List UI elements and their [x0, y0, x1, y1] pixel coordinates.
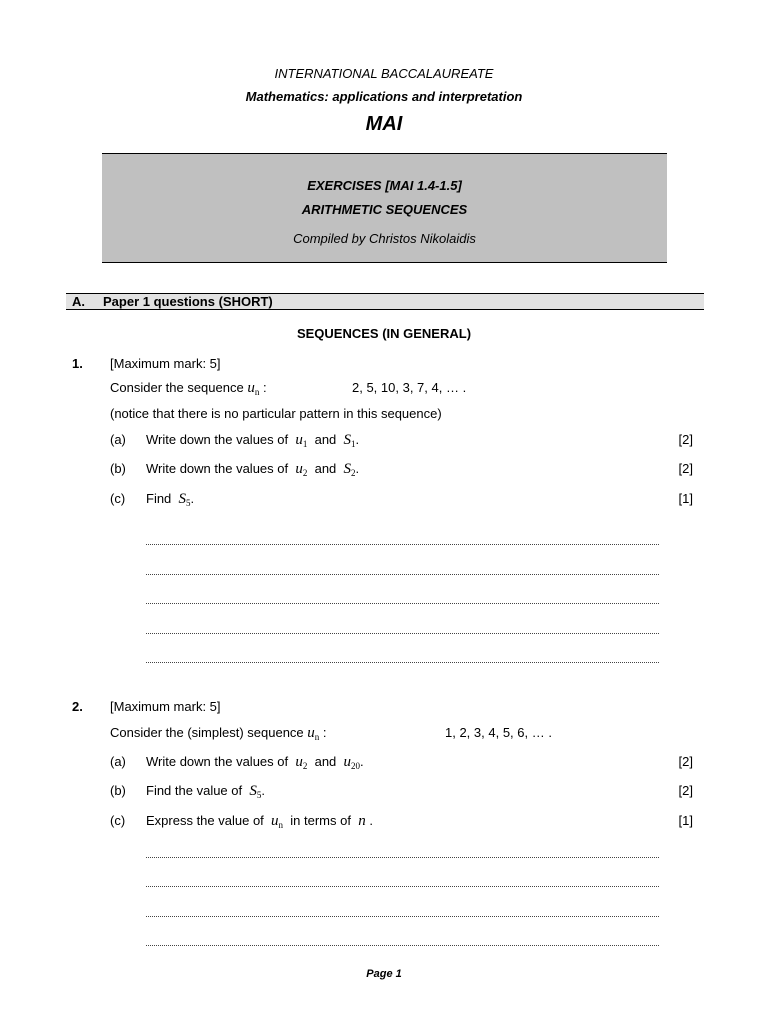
q2b-label: (b) — [110, 783, 126, 798]
q2a-label: (a) — [110, 754, 126, 769]
q1a-label: (a) — [110, 432, 126, 447]
q2c-label: (c) — [110, 813, 126, 828]
q1-note: (notice that there is no particular pattern in this sequence) — [110, 406, 442, 421]
q2b-mark: [2] — [678, 783, 693, 798]
q2c-mark: [1] — [678, 813, 693, 828]
q1a-mark: [2] — [678, 432, 693, 447]
q2a-mark: [2] — [678, 754, 693, 769]
compiler-credit: Compiled by Christos Nikolaidis — [293, 231, 476, 246]
answer-line[interactable] — [146, 662, 659, 663]
answer-line[interactable] — [146, 945, 659, 946]
answer-line[interactable] — [146, 886, 659, 887]
section-title: Paper 1 questions (SHORT) — [103, 294, 273, 309]
q1b-text: Write down the values of $u_2$ and $S_2$. — [146, 461, 360, 478]
section-bar — [66, 293, 704, 310]
answer-line[interactable] — [146, 633, 659, 634]
header-institution: INTERNATIONAL BACCALAUREATE — [274, 66, 494, 81]
answer-line[interactable] — [146, 544, 659, 545]
q2c-text: Express the value of $u_n$ in terms of n . — [146, 813, 373, 830]
q1c-label: (c) — [110, 491, 126, 506]
q1a-text: Write down the values of $u_1$ and $S_1$. — [146, 432, 360, 449]
q1-number: 1. — [72, 356, 83, 371]
q2b-text: Find the value of $S_5$. — [146, 783, 265, 800]
q1c-text: Find $S_5$. — [146, 491, 195, 508]
q2-consider: Consider the (simplest) sequence $u_n$ : — [110, 725, 327, 742]
q1-sequence: 2, 5, 10, 3, 7, 4, … . — [352, 380, 467, 395]
q1-seq-var: $u_n$ — [247, 380, 260, 397]
title-box — [102, 153, 667, 263]
exercises-title: EXERCISES [MAI 1.4-1.5] — [307, 178, 462, 193]
q2a-text: Write down the values of $u_2$ and $u_{20}$. — [146, 754, 364, 771]
section-letter: A. — [72, 294, 85, 309]
q1b-label: (b) — [110, 461, 126, 476]
page-number: Page 1 — [366, 968, 402, 980]
topic-title: ARITHMETIC SEQUENCES — [301, 202, 468, 217]
subheading: SEQUENCES (IN GENERAL) — [296, 326, 472, 341]
q1c-mark: [1] — [678, 491, 693, 506]
header-course: Mathematics: applications and interpretation — [245, 89, 523, 104]
q1-consider: Consider the sequence $u_n$ : — [110, 380, 267, 397]
answer-line[interactable] — [146, 916, 659, 917]
q2-max-mark: [Maximum mark: 5] — [110, 699, 221, 714]
q2-number: 2. — [72, 699, 83, 714]
answer-line[interactable] — [146, 603, 659, 604]
q2-seq-var: $u_n$ — [307, 725, 320, 742]
answer-line[interactable] — [146, 857, 659, 858]
q2-sequence: 1, 2, 3, 4, 5, 6, … . — [445, 725, 552, 740]
answer-line[interactable] — [146, 574, 659, 575]
q1-max-mark: [Maximum mark: 5] — [110, 356, 221, 371]
header-code: MAI — [365, 113, 403, 135]
q1b-mark: [2] — [678, 461, 693, 476]
